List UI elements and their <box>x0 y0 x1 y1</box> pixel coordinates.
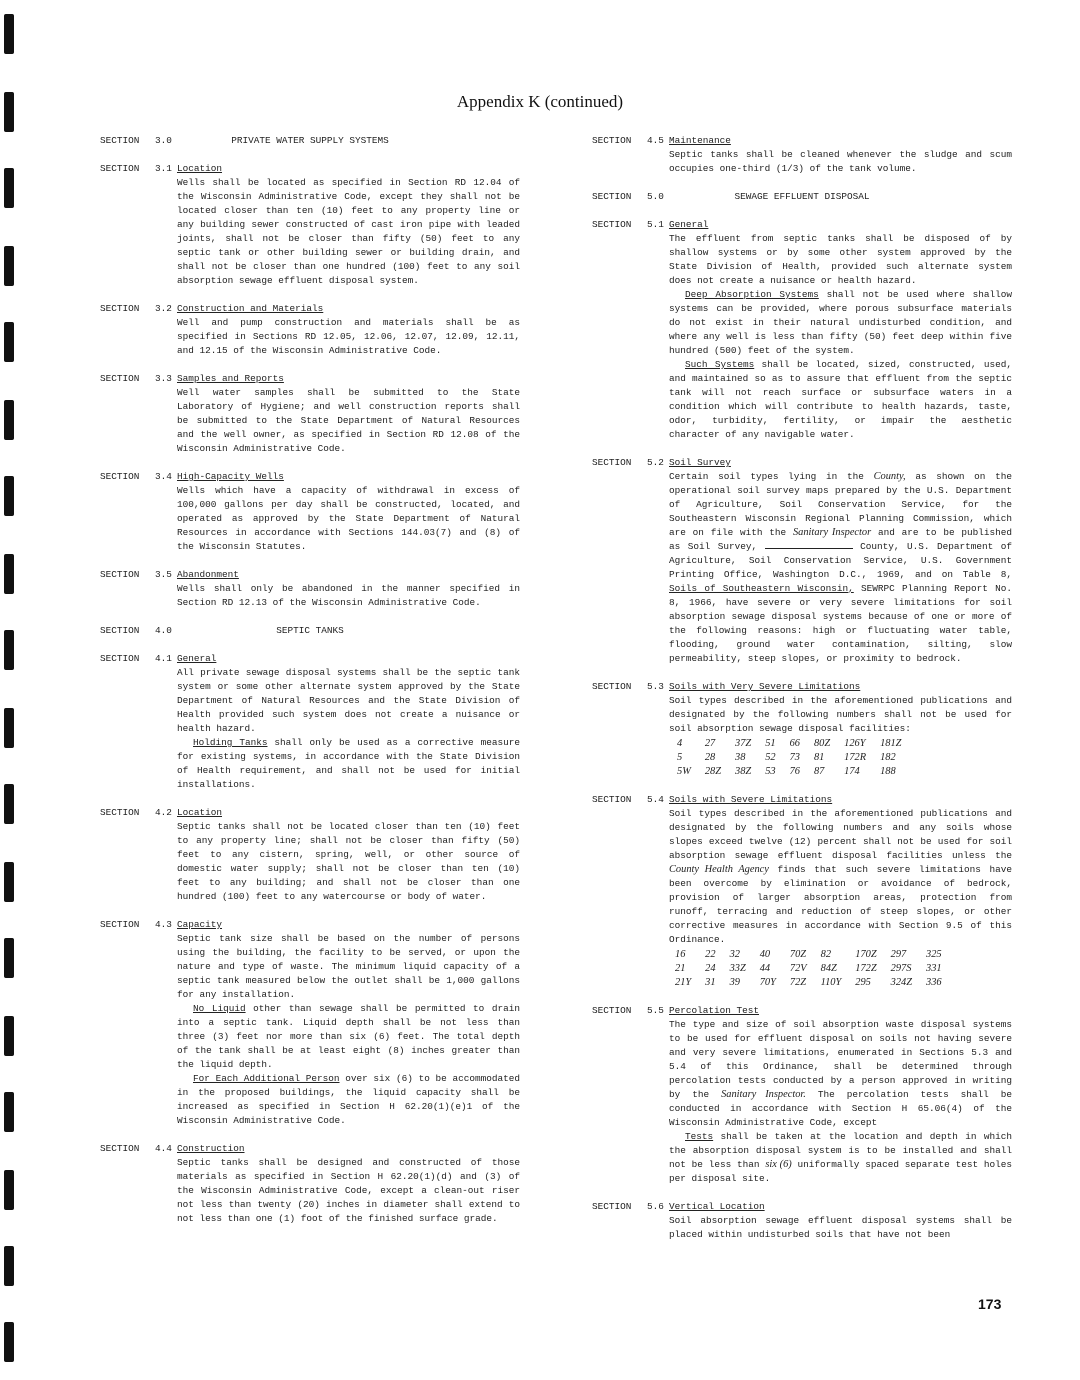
section-label: SECTION <box>592 794 632 805</box>
section-label: SECTION <box>592 135 632 146</box>
section-number: 3.4 <box>155 471 172 482</box>
binder-hole <box>4 862 14 902</box>
section-number: 4.1 <box>155 653 172 664</box>
section-label: SECTION <box>100 135 140 146</box>
soil-number-cell: 31 <box>705 977 716 988</box>
section-number: 4.2 <box>155 807 172 818</box>
section-heading: PRIVATE WATER SUPPLY SYSTEMS <box>231 135 389 146</box>
section-number: 5.0 <box>647 191 664 202</box>
section-4-3 <box>100 918 520 1128</box>
soil-number-cell: 28 <box>704 752 716 763</box>
paragraph-lead: For Each Additional Person <box>193 1073 340 1084</box>
binder-hole <box>4 1016 14 1056</box>
section-body: Wells shall be located as specified in Section RD 12.04 of the Wisconsin Administrative Code, except they shall not be located closer than ten (10) feet to any property line or any building sewer constructed of cast iron pipe with leaded joints, shall not be closer than fifty (50) feet to any septic tank or other building sewer or building drain, and shall not be closer than one hundred (100) feet to any soil absorption sewage effluent disposal system. <box>177 177 520 286</box>
paragraph-text: other than sewage shall be permitted to drain into a septic tank. Liquid depth shall be not less than three (3) feet nor more than six (6) feet. The total depth of the tank shall be at least eight (8) inches greater than the liquid depth. <box>177 1003 520 1070</box>
soil-number-cell: 27 <box>704 738 716 749</box>
section-paragraph <box>669 358 1012 442</box>
italic-term: Sanitary Inspector <box>792 527 872 538</box>
soil-number-cell: 331 <box>926 963 942 974</box>
soil-number-cell: 39 <box>729 977 740 988</box>
binder-hole <box>4 246 14 286</box>
paragraph-text: shall not be used where shallow systems can be provided, where porous subsurface materials do not exist in their natural undisturbed condition, and where any well is less than fifty (50) feet deep within five hundred (500) feet of the system. <box>669 289 1012 356</box>
soil-number-cell: 44 <box>759 963 771 974</box>
section-4-2 <box>100 806 520 904</box>
section-number: 3.1 <box>155 163 172 174</box>
blank-line <box>765 540 853 549</box>
soil-number-cell: 80Z <box>813 738 831 749</box>
section-4-4 <box>100 1142 520 1226</box>
italic-term: six (6) <box>765 1159 792 1170</box>
soil-number-cell: 70Z <box>789 949 807 960</box>
soil-number-cell: 4 <box>677 738 683 749</box>
soil-number-cell: 22 <box>705 949 716 960</box>
text-run: shall be taken at the location and depth in which the absorption disposal system is to be installed and shall not be less than <box>669 1131 1012 1170</box>
paragraph-lead: Deep Absorption Systems <box>685 289 819 300</box>
soil-number-row <box>669 948 950 962</box>
binder-hole <box>4 1246 14 1286</box>
section-3-2 <box>100 302 520 358</box>
binder-hole <box>4 1092 14 1132</box>
section-body: Soil types described in the aforementioned publications and designated by the following numbers shall not be used for soil absorption sewage disposal facilities: <box>669 695 1012 734</box>
soil-number-cell: 76 <box>789 766 800 777</box>
soil-number-cell: 40 <box>759 949 771 960</box>
section-paragraph <box>177 1072 520 1128</box>
section-number: 3.5 <box>155 569 172 580</box>
soil-number-cell: 37Z <box>735 738 752 749</box>
soil-number-cell: 72V <box>789 963 807 974</box>
binder-hole <box>4 322 14 362</box>
section-heading: Soils with Very Severe Limitations <box>669 681 861 692</box>
soil-number-cell: 5 <box>677 752 683 763</box>
soil-number-table <box>671 737 909 779</box>
section-heading: SEPTIC TANKS <box>276 625 344 636</box>
soil-number-cell: 66 <box>789 738 800 749</box>
section-label: SECTION <box>592 1005 632 1016</box>
binder-hole <box>4 476 14 516</box>
section-5-6 <box>592 1200 1012 1242</box>
section-heading: Soil Survey <box>669 457 731 468</box>
soil-number-row <box>669 962 950 976</box>
section-4-1 <box>100 652 520 792</box>
binder-hole <box>4 630 14 670</box>
section-number: 5.3 <box>647 681 664 692</box>
soil-number-cell: 52 <box>765 752 776 763</box>
underlined-title: Soils of Southeastern Wisconsin, <box>669 583 854 594</box>
section-paragraph <box>177 736 520 792</box>
section-number: 4.3 <box>155 919 172 930</box>
section-label: SECTION <box>592 457 632 468</box>
soil-number-cell: 24 <box>705 963 716 974</box>
paragraph-lead: Such Systems <box>685 359 755 370</box>
binder-hole <box>4 14 14 54</box>
section-3-3 <box>100 372 520 456</box>
paragraph-lead: Tests <box>685 1131 714 1142</box>
section-body: Wells which have a capacity of withdrawal in excess of 100,000 gallons per day shall be constructed, located, and operated as approved by the State Department of Natural Resources in accordance with Sections 144.03(7) and (8) of the Wisconsin Statutes. <box>177 485 520 552</box>
soil-number-cell: 174 <box>844 766 860 777</box>
soil-number-cell: 72Z <box>789 977 807 988</box>
section-heading: Abandonment <box>177 569 239 580</box>
section-number: 5.2 <box>647 457 664 468</box>
section-label: SECTION <box>592 219 632 230</box>
section-3-0 <box>100 134 520 148</box>
soil-number-cell: 110Y <box>820 977 842 988</box>
section-5-1 <box>592 218 1012 442</box>
text-run: County, U.S. Department of Agriculture, Soil Conservation Service, U.S. Government Printing Office, Washington D.C., 1969, and on Table 8, <box>669 541 1012 580</box>
section-body: Well and pump construction and materials shall be as specified in Sections RD 12.05, 12.06, 12.07, 12.09, 12.11, and 12.15 of the Wisconsin Administrative Code. <box>177 317 520 356</box>
soil-number-cell: 82 <box>820 949 832 960</box>
soil-number-cell: 336 <box>926 977 942 988</box>
soil-number-cell: 84Z <box>820 963 837 974</box>
soil-number-cell: 297 <box>890 949 907 960</box>
section-heading: Construction <box>177 1143 245 1154</box>
section-label: SECTION <box>100 1143 140 1154</box>
text-run: Soil types described in the aforementioned publications and designated by the following numbers and any soils whose slopes exceed twelve (12) percent shall not be used for soil absorption sewage effluent disposal facilities unless the <box>669 808 1012 861</box>
soil-number-cell: 188 <box>880 766 896 777</box>
section-4-5 <box>592 134 1012 176</box>
section-body: Septic tank size shall be based on the number of persons using the building, the facility to be served, or upon the nature and type of waste. The minimum liquid capacity of a septic tank measured below the outlet shall be 1,000 gallons for any installation. <box>177 933 520 1000</box>
soil-number-row <box>669 976 950 990</box>
page-number: 173 <box>978 1296 1002 1312</box>
section-body <box>669 807 1012 947</box>
section-label: SECTION <box>592 191 632 202</box>
paragraph-lead: Holding Tanks <box>193 737 268 748</box>
section-heading: Maintenance <box>669 135 731 146</box>
section-label: SECTION <box>100 919 140 930</box>
text-run: uniformally spaced separate test holes per disposal site. <box>669 1159 1012 1184</box>
section-heading: High-Capacity Wells <box>177 471 284 482</box>
text-run: as shown on the operational soil survey maps prepared by the U.S. Department of Agriculture, Soil Conservation Service, for the Southeastern Wisconsin Regional Planning Commission, which are on file with the <box>669 471 1013 538</box>
section-number: 3.0 <box>155 135 172 146</box>
section-3-5 <box>100 568 520 610</box>
right-column <box>592 134 1012 1256</box>
section-heading: Capacity <box>177 919 223 930</box>
soil-number-cell: 51 <box>765 738 776 749</box>
soil-number-cell: 325 <box>926 949 942 960</box>
binder-hole <box>4 168 14 208</box>
section-heading: Construction and Materials <box>177 303 324 314</box>
binder-hole <box>4 938 14 978</box>
section-number: 4.0 <box>155 625 172 636</box>
section-number: 5.6 <box>647 1201 664 1212</box>
section-body: The effluent from septic tanks shall be disposed of by shallow systems or by some other system approved by the State Division of Health, provided such alternate system does not create a nuisance or health hazard. <box>669 233 1012 286</box>
section-body <box>669 470 1012 666</box>
section-paragraph <box>177 1002 520 1072</box>
soil-number-cell: 324Z <box>890 977 912 988</box>
soil-number-cell: 16 <box>675 949 686 960</box>
section-label: SECTION <box>100 807 140 818</box>
section-body: All private sewage disposal systems shall be the septic tank system or some other alternate system approved by the State Department of Natural Resources and the State Division of Health provided such system does not create a nuisance or health hazard. <box>177 667 520 734</box>
soil-number-cell: 38Z <box>735 766 752 777</box>
section-number: 5.4 <box>647 794 664 805</box>
section-label: SECTION <box>100 471 140 482</box>
soil-number-cell: 181Z <box>880 738 902 749</box>
soil-number-cell: 182 <box>880 752 896 763</box>
section-number: 3.2 <box>155 303 172 314</box>
section-body: Well water samples shall be submitted to the State Laboratory of Hygiene; and well construction reports shall be submitted to the State Department of Natural Resources and the well owner, as specified in Section RD 12.08 of the Wisconsin Administrative Code. <box>177 387 520 454</box>
text-run: Certain soil types lying in the <box>669 471 874 482</box>
section-label: SECTION <box>100 163 140 174</box>
soil-number-cell: 21 <box>675 963 686 974</box>
section-label: SECTION <box>592 1201 632 1212</box>
section-3-4 <box>100 470 520 554</box>
soil-number-cell: 5W <box>677 766 691 777</box>
soil-number-row <box>671 751 909 765</box>
section-heading: Location <box>177 163 223 174</box>
section-body: Septic tanks shall be designed and constructed of those materials as specified in Section H 62.20(1)(d) and (3) of the Wisconsin Administrative Code, except a clean-out riser not less than twenty (20) inches in diameter shall extend to not less than one (1) foot of the finished surface grade. <box>177 1157 520 1224</box>
soil-number-cell: 295 <box>855 977 871 988</box>
section-number: 5.1 <box>647 219 664 230</box>
section-heading: Samples and Reports <box>177 373 284 384</box>
section-heading: SEWAGE EFFLUENT DISPOSAL <box>734 191 870 202</box>
section-label: SECTION <box>592 681 632 692</box>
soil-number-cell: 126Y <box>844 738 866 749</box>
page-title: Appendix K (continued) <box>456 92 624 111</box>
italic-term: County Health Agency <box>669 864 769 875</box>
section-heading: Location <box>177 807 223 818</box>
soil-number-cell: 297S <box>890 963 912 974</box>
section-heading: General <box>669 219 709 230</box>
soil-number-cell: 38 <box>735 752 746 763</box>
paragraph-text: over six (6) to be accommodated in the proposed buildings, the liquid capacity shall be increased as specified in Section H 62.20(1)(e)1 of the Wisconsin Administrative Code. <box>177 1073 521 1126</box>
section-body: Septic tanks shall be cleaned whenever the sludge and scum occupies one-third (1/3) of the tank volume. <box>669 149 1012 174</box>
section-5-3 <box>592 680 1012 779</box>
soil-number-cell: 172Z <box>855 963 877 974</box>
section-body <box>669 1018 1012 1130</box>
section-5-2 <box>592 456 1012 666</box>
soil-number-cell: 28Z <box>704 766 722 777</box>
binder-hole <box>4 1170 14 1210</box>
text-run: and are to be published as Soil Survey, <box>669 527 1012 552</box>
section-number: 3.3 <box>155 373 172 384</box>
section-label: SECTION <box>100 625 140 636</box>
text-run: The type and size of soil absorption waste disposal systems to be used for effluent disposal on soils not having severe and very severe limitations, enumerated in Sections 5.3 and 5.4 of this Ordinance, shall be determined through percolation tests conducted by a person approved in writing by the <box>669 1019 1012 1100</box>
soil-number-cell: 21Y <box>675 977 692 988</box>
section-heading: Percolation Test <box>669 1005 760 1016</box>
soil-number-cell: 33Z <box>729 963 746 974</box>
binder-hole <box>4 1322 14 1362</box>
paragraph-lead: No Liquid <box>193 1003 246 1014</box>
soil-number-table <box>669 948 950 990</box>
section-heading: Soils with Severe Limitations <box>669 794 833 805</box>
section-number: 4.4 <box>155 1143 172 1154</box>
section-5-5 <box>592 1004 1012 1186</box>
section-heading: General <box>177 653 217 664</box>
binder-hole <box>4 400 14 440</box>
section-label: SECTION <box>100 373 140 384</box>
italic-term: Sanitary Inspector. <box>721 1089 806 1100</box>
soil-number-cell: 70Y <box>759 977 776 988</box>
section-number: 4.5 <box>647 135 664 146</box>
paragraph-text: shall only be used as a corrective measure for existing systems, in accordance with the State Division of Health requirement, and shall not be used for initial installations. <box>177 737 520 790</box>
section-heading: Vertical Location <box>669 1201 765 1212</box>
section-4-0 <box>100 624 520 638</box>
soil-number-cell: 172R <box>844 752 867 763</box>
soil-number-cell: 81 <box>813 752 825 763</box>
section-paragraph <box>669 288 1012 358</box>
soil-number-cell: 73 <box>789 752 800 763</box>
soil-number-row <box>671 765 909 779</box>
italic-term: County, <box>873 471 906 482</box>
soil-number-cell: 32 <box>729 949 740 960</box>
binder-hole <box>4 708 14 748</box>
text-run: SEWRPC Planning Report No. 8, 1966, have severe or very severe limitations for soil absorption sewage disposal systems because of one or more of the following reasons: high or fluctuating water table, flooding, ground water contamination, silting, slow permeability, steep slopes, or proximity to bedrock. <box>669 583 1013 664</box>
paragraph-text: shall be located, sized, constructed, used, and maintained so as to assure that effluent from the septic tank will not reach surface or subsurface waters in a condition which will contribute to health hazards, taste, odor, turbidity, fertility, or impair the aesthetic character of any navigable water. <box>669 359 1012 440</box>
section-5-0 <box>592 190 1012 204</box>
section-label: SECTION <box>100 569 140 580</box>
section-body: Wells shall only be abandoned in the manner specified in Section RD 12.13 of the Wisconsin Administrative Code. <box>177 583 520 608</box>
binder-hole <box>4 554 14 594</box>
soil-number-row <box>671 737 909 751</box>
section-body: Soil absorption sewage effluent disposal systems shall be placed within undisturbed soils that have not been <box>669 1215 1012 1240</box>
text-run: The percolation tests shall be conducted in accordance with Section H 65.06(4) of the Wisconsin Administrative Code, except <box>669 1089 1012 1128</box>
soil-number-cell: 53 <box>765 766 776 777</box>
soil-number-cell: 170Z <box>855 949 877 960</box>
section-label: SECTION <box>100 303 140 314</box>
section-label: SECTION <box>100 653 140 664</box>
section-body: Septic tanks shall not be located closer than ten (10) feet to any property line; shall not be closer than fifty (50) feet to any cistern, spring, well, or other source of domestic water supply; shall not be closer than ten (10) feet to any building; and shall not be closer than one hundred (100) feet to any watercourse or body of water. <box>177 821 520 902</box>
section-5-4 <box>592 793 1012 990</box>
section-paragraph <box>669 1130 1012 1186</box>
soil-number-cell: 87 <box>813 766 825 777</box>
section-number: 5.5 <box>647 1005 664 1016</box>
left-column <box>100 134 520 1240</box>
section-3-1 <box>100 162 520 288</box>
binder-hole <box>4 784 14 824</box>
text-run: finds that such severe limitations have been overcome by elimination or avoidance of bedrock, provision of larger absorption areas, protection from runoff, terracing and reduction of steep slopes, or other corrective measures in accordance with Section 9.5 of this Ordinance. <box>669 864 1012 945</box>
